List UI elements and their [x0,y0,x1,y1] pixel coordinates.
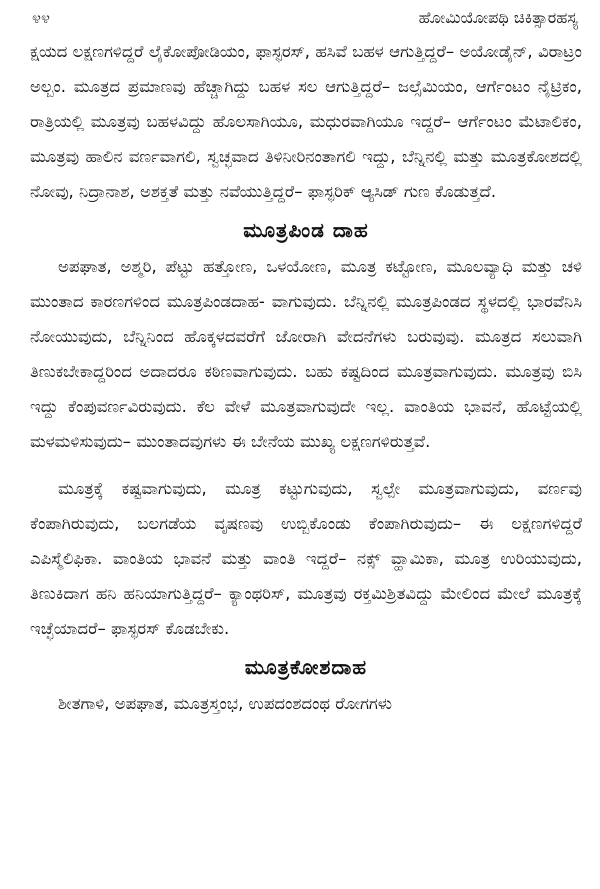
paragraph: ಶೀತಗಾಳಿ, ಅಪಘಾತ, ಮೂತ್ರಸ್ತಂಭ, ಉಪದಂಶದಂಥ ರೋಗಗಳು [58,694,393,713]
paragraph: ಕ್ಷಯದ ಲಕ್ಷಣಗಳಿದ್ದರೆ ಲೈಕೋಪೋಡಿಯಂ, ಫಾಸ್ಫರಸ್, ಹಸಿವೆ ಬಹಳ ಆಗುತ್ತಿದ್ದರೆ– ಅಯೋಡೈನ್, ವಿರಾಟ್ರಂ ಅಲ್ಬಂ. ಮೂತ್ರದ ಪ್ರಮಾಣವು ಹೆಚ್ಚಾಗಿದ್ದು ಬಹಳ ಸಲ ಆಗುತ್ತಿದ್ದರೆ– ಜಲ್ಸೆಮಿಯಂ, ಆರ್ಗೆಂಟಂ ನೈಟ್ರಿಕಂ, ರಾತ್ರಿಯಲ್ಲಿ ಮೂತ್ರವು ಬಹಳವಿದ್ದು ಹೊಲಸಾಗಿಯೂ, ಮಧುರವಾಗಿಯೂ ಇದ್ದರೆ– ಆರ್ಗೆಂಟಂ ಮೆಟಾಲಿಕಂ, ಮೂತ್ರವು ಹಾಲಿನ ವರ್ಣವಾಗಲಿ, ಸ್ವಚ್ಛವಾದ ತಿಳಿನೀರಿನಂತಾಗಲಿ ಇದ್ದು, ಬೆನ್ನಿನಲ್ಲಿ ಮತ್ತು ಮೂತ್ರಕೋಶದಲ್ಲಿ ನೋವು, ನಿದ್ರಾನಾಶ, ಅಶಕ್ತತೆ ಮತ್ತು ನವೆಯುತ್ತಿದ್ದರೆ– ಫಾಸ್ಫರಿಕ್ ಆ್ಯಸಿಡ್ ಗುಣ ಕೊಡುತ್ತದೆ. [30,42,582,201]
section-heading: ಮೂತ್ರಪಿಂಡ ದಾಹ [243,218,369,242]
paragraph: ಮೂತ್ರಕ್ಕೆ ಕಷ್ಟವಾಗುವುದು, ಮೂತ್ರ ಕಟ್ಟುಗುವುದು, ಸ್ವಲ್ಪೇ ಮೂತ್ರವಾಗುವುದು, ವರ್ಣವು ಕೆಂಪಾಗಿರುವುದು, ಬಲಗಡೆಯ ವೃಷಣವು ಉಬ್ಬಿಕೊಂಡು ಕೆಂಪಾಗಿರುವುದು– ಈ ಲಕ್ಷಣಗಳಿದ್ದರೆ ಎಪಿಸ್ಮೆಲಿಫಿಕಾ. ವಾಂತಿಯ ಭಾವನೆ ಮತ್ತು ವಾಂತಿ ಇದ್ದರೆ– ನಕ್ಸ್ ವ್ಹಾಮಿಕಾ, ಮೂತ್ರ ಉರಿಯುವುದು, ತಿಣುಕಿದಾಗ ಹನಿ ಹನಿಯಾಗುತ್ತಿದ್ದರೆ– ಕ್ಯಾಂಥರಿಸ್, ಮೂತ್ರವು ರಕ್ತಮಿಶ್ರಿತವಿದ್ದು ಮೇಲಿಂದ ಮೇಲೆ ಮೂತ್ರಕ್ಕೆ ಇಚ್ಛೆಯಾದರೆ– ಫಾಸ್ಫರಸ್ ಕೊಡಬೇಕು. [30,479,582,638]
page-number: ೪೪ [32,8,50,27]
paragraph: ಅಪಘಾತ, ಅಶ್ಮರಿ, ಪೆಟ್ಟು ಹತ್ತೋಣ, ಒಳಯೋಣ, ಮೂತ್ರ ಕಟ್ಟೋಣ, ಮೂಲವ್ಯಾಧಿ ಮತ್ತು ಚಳಿ ಮುಂತಾದ ಕಾರಣಗಳಿಂದ ಮೂತ್ರಪಿಂಡದಾಹ- ವಾಗುವುದು. ಬೆನ್ನಿನಲ್ಲಿ ಮೂತ್ರಪಿಂಡದ ಸ್ಥಳದಲ್ಲಿ ಭಾರವೆನಿಸಿ ನೋಯುವುದು, ಬೆನ್ನಿನಿಂದ ಹೊಕ್ಕಳದವರೆಗೆ ಜೋರಾಗಿ ವೇದನೆಗಳು ಬರುವುವು. ಮೂತ್ರದ ಸಲುವಾಗಿ ತಿಣುಕಬೇಕಾದ್ದರಿಂದ ಅದಾದರೂ ಕಠಿಣವಾಗುವುದು. ಬಹು ಕಷ್ಟದಿಂದ ಮೂತ್ರವಾಗುವುದು. ಮೂತ್ರವು ಬಿಸಿ ಇದ್ದು ಕೆಂಪುವರ್ಣವಿರುವುದು. ಕೆಲ ವೇಳೆ ಮೂತ್ರವಾಗುವುದೇ ಇಲ್ಲ. ವಾಂತಿಯ ಭಾವನೆ, ಹೊಟ್ಟೆಯಲ್ಲಿ ಮಳಮಳಿಸುವುದು– ಮುಂತಾದವುಗಳು ಈ ಬೇನೆಯ ಮುಖ್ಯ ಲಕ್ಷಣಗಳಿರುತ್ತವೆ. [30,257,582,451]
running-header [30,0,582,34]
running-title: ಹೋಮಿಯೋಪಥಿ ಚಿಕಿತ್ಸಾರಹಸ್ಯ [418,8,578,27]
paragraph-gap [30,459,582,471]
section-heading: ಮೂತ್ರಕೋಶದಾಹ [244,655,368,679]
